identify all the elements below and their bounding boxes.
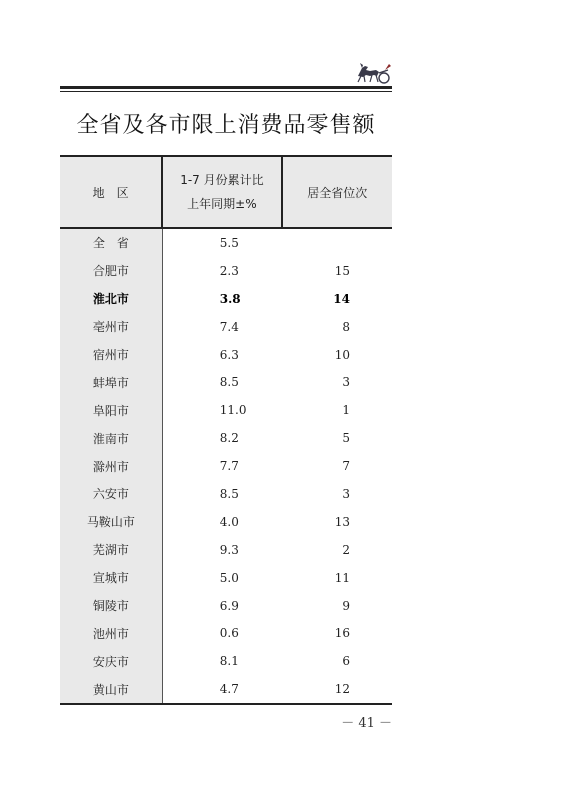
rank-cell: 10 xyxy=(334,347,350,362)
header-rank: 居全省位次 xyxy=(282,156,392,228)
table-row xyxy=(60,536,392,564)
region-cell: 宿州市 xyxy=(60,341,162,369)
table-row xyxy=(60,564,392,592)
rank-cell: 13 xyxy=(334,514,350,529)
growth-cell: 4.0 xyxy=(219,514,239,529)
retail-sales-table xyxy=(60,155,392,705)
growth-cell: 8.2 xyxy=(219,431,239,446)
rank-cell: 12 xyxy=(282,675,392,704)
header-growth-line2: 上年同期±% xyxy=(187,197,257,211)
header-rule-thin xyxy=(60,91,392,92)
page-number: － 41 － xyxy=(341,716,392,731)
region-cell: 蚌埠市 xyxy=(60,368,162,396)
table-row xyxy=(60,675,392,704)
table-row xyxy=(60,285,392,313)
growth-cell: 0.6 xyxy=(219,626,239,641)
table-row xyxy=(60,452,392,480)
region-cell: 黄山市 xyxy=(60,675,162,704)
region-cell: 阜阳市 xyxy=(60,396,162,424)
growth-cell: 7.7 xyxy=(219,459,239,474)
table-row xyxy=(60,592,392,620)
rank-cell: 9 xyxy=(342,598,350,613)
region-cell: 宣城市 xyxy=(60,564,162,592)
table-row xyxy=(60,424,392,452)
growth-cell: 6.3 xyxy=(219,347,239,362)
table-row xyxy=(60,313,392,341)
table-row xyxy=(60,368,392,396)
region-cell: 亳州市 xyxy=(60,313,162,341)
table-header-row xyxy=(60,156,392,228)
table-row xyxy=(60,396,392,424)
region-cell: 合肥市 xyxy=(60,257,162,285)
table-row xyxy=(60,228,392,257)
region-cell: 马鞍山市 xyxy=(60,508,162,536)
header-growth-line1: 1-7 月份累计比 xyxy=(180,173,264,187)
growth-cell: 11.0 xyxy=(219,403,247,418)
region-cell: 全 省 xyxy=(60,228,162,257)
region-cell: 六安市 xyxy=(60,480,162,508)
table-row xyxy=(60,647,392,675)
growth-cell: 8.5 xyxy=(219,486,239,501)
growth-cell: 7.4 xyxy=(219,319,239,334)
region-cell: 淮北市 xyxy=(60,285,162,313)
rank-cell: 8 xyxy=(342,319,350,334)
rank-cell: 11 xyxy=(334,570,350,585)
growth-cell: 8.5 xyxy=(219,375,239,390)
table-row xyxy=(60,480,392,508)
header-growth xyxy=(162,156,281,228)
rank-cell: 7 xyxy=(342,459,350,474)
rank-cell: 15 xyxy=(334,263,350,278)
region-cell: 池州市 xyxy=(60,619,162,647)
growth-cell: 3.8 xyxy=(219,291,241,306)
region-cell: 安庆市 xyxy=(60,647,162,675)
header-region: 地 区 xyxy=(60,156,162,228)
rank-cell: 1 xyxy=(342,403,350,418)
rank-cell: 3 xyxy=(342,375,350,390)
header-rule-thick xyxy=(60,86,392,89)
rank-cell xyxy=(282,228,392,257)
growth-cell: 2.3 xyxy=(219,263,239,278)
table-row xyxy=(60,508,392,536)
growth-cell: 6.9 xyxy=(219,598,239,613)
page-title: 全省及各市限上消费品零售额 xyxy=(76,113,376,138)
table-row xyxy=(60,257,392,285)
rank-cell: 2 xyxy=(342,542,350,557)
table-row xyxy=(60,619,392,647)
rank-cell: 16 xyxy=(334,626,350,641)
region-cell: 淮南市 xyxy=(60,424,162,452)
table-row xyxy=(60,341,392,369)
growth-cell: 5.0 xyxy=(219,570,239,585)
region-cell: 芜湖市 xyxy=(60,536,162,564)
rank-cell: 6 xyxy=(342,654,350,669)
growth-cell: 5.5 xyxy=(219,235,239,250)
horse-carriage-icon xyxy=(352,58,392,86)
growth-cell: 4.7 xyxy=(162,675,281,704)
rank-cell: 5 xyxy=(342,431,350,446)
region-cell: 滁州市 xyxy=(60,452,162,480)
growth-cell: 9.3 xyxy=(219,542,239,557)
growth-cell: 8.1 xyxy=(219,654,239,669)
rank-cell: 3 xyxy=(342,486,350,501)
region-cell: 铜陵市 xyxy=(60,592,162,620)
rank-cell: 14 xyxy=(333,291,350,306)
